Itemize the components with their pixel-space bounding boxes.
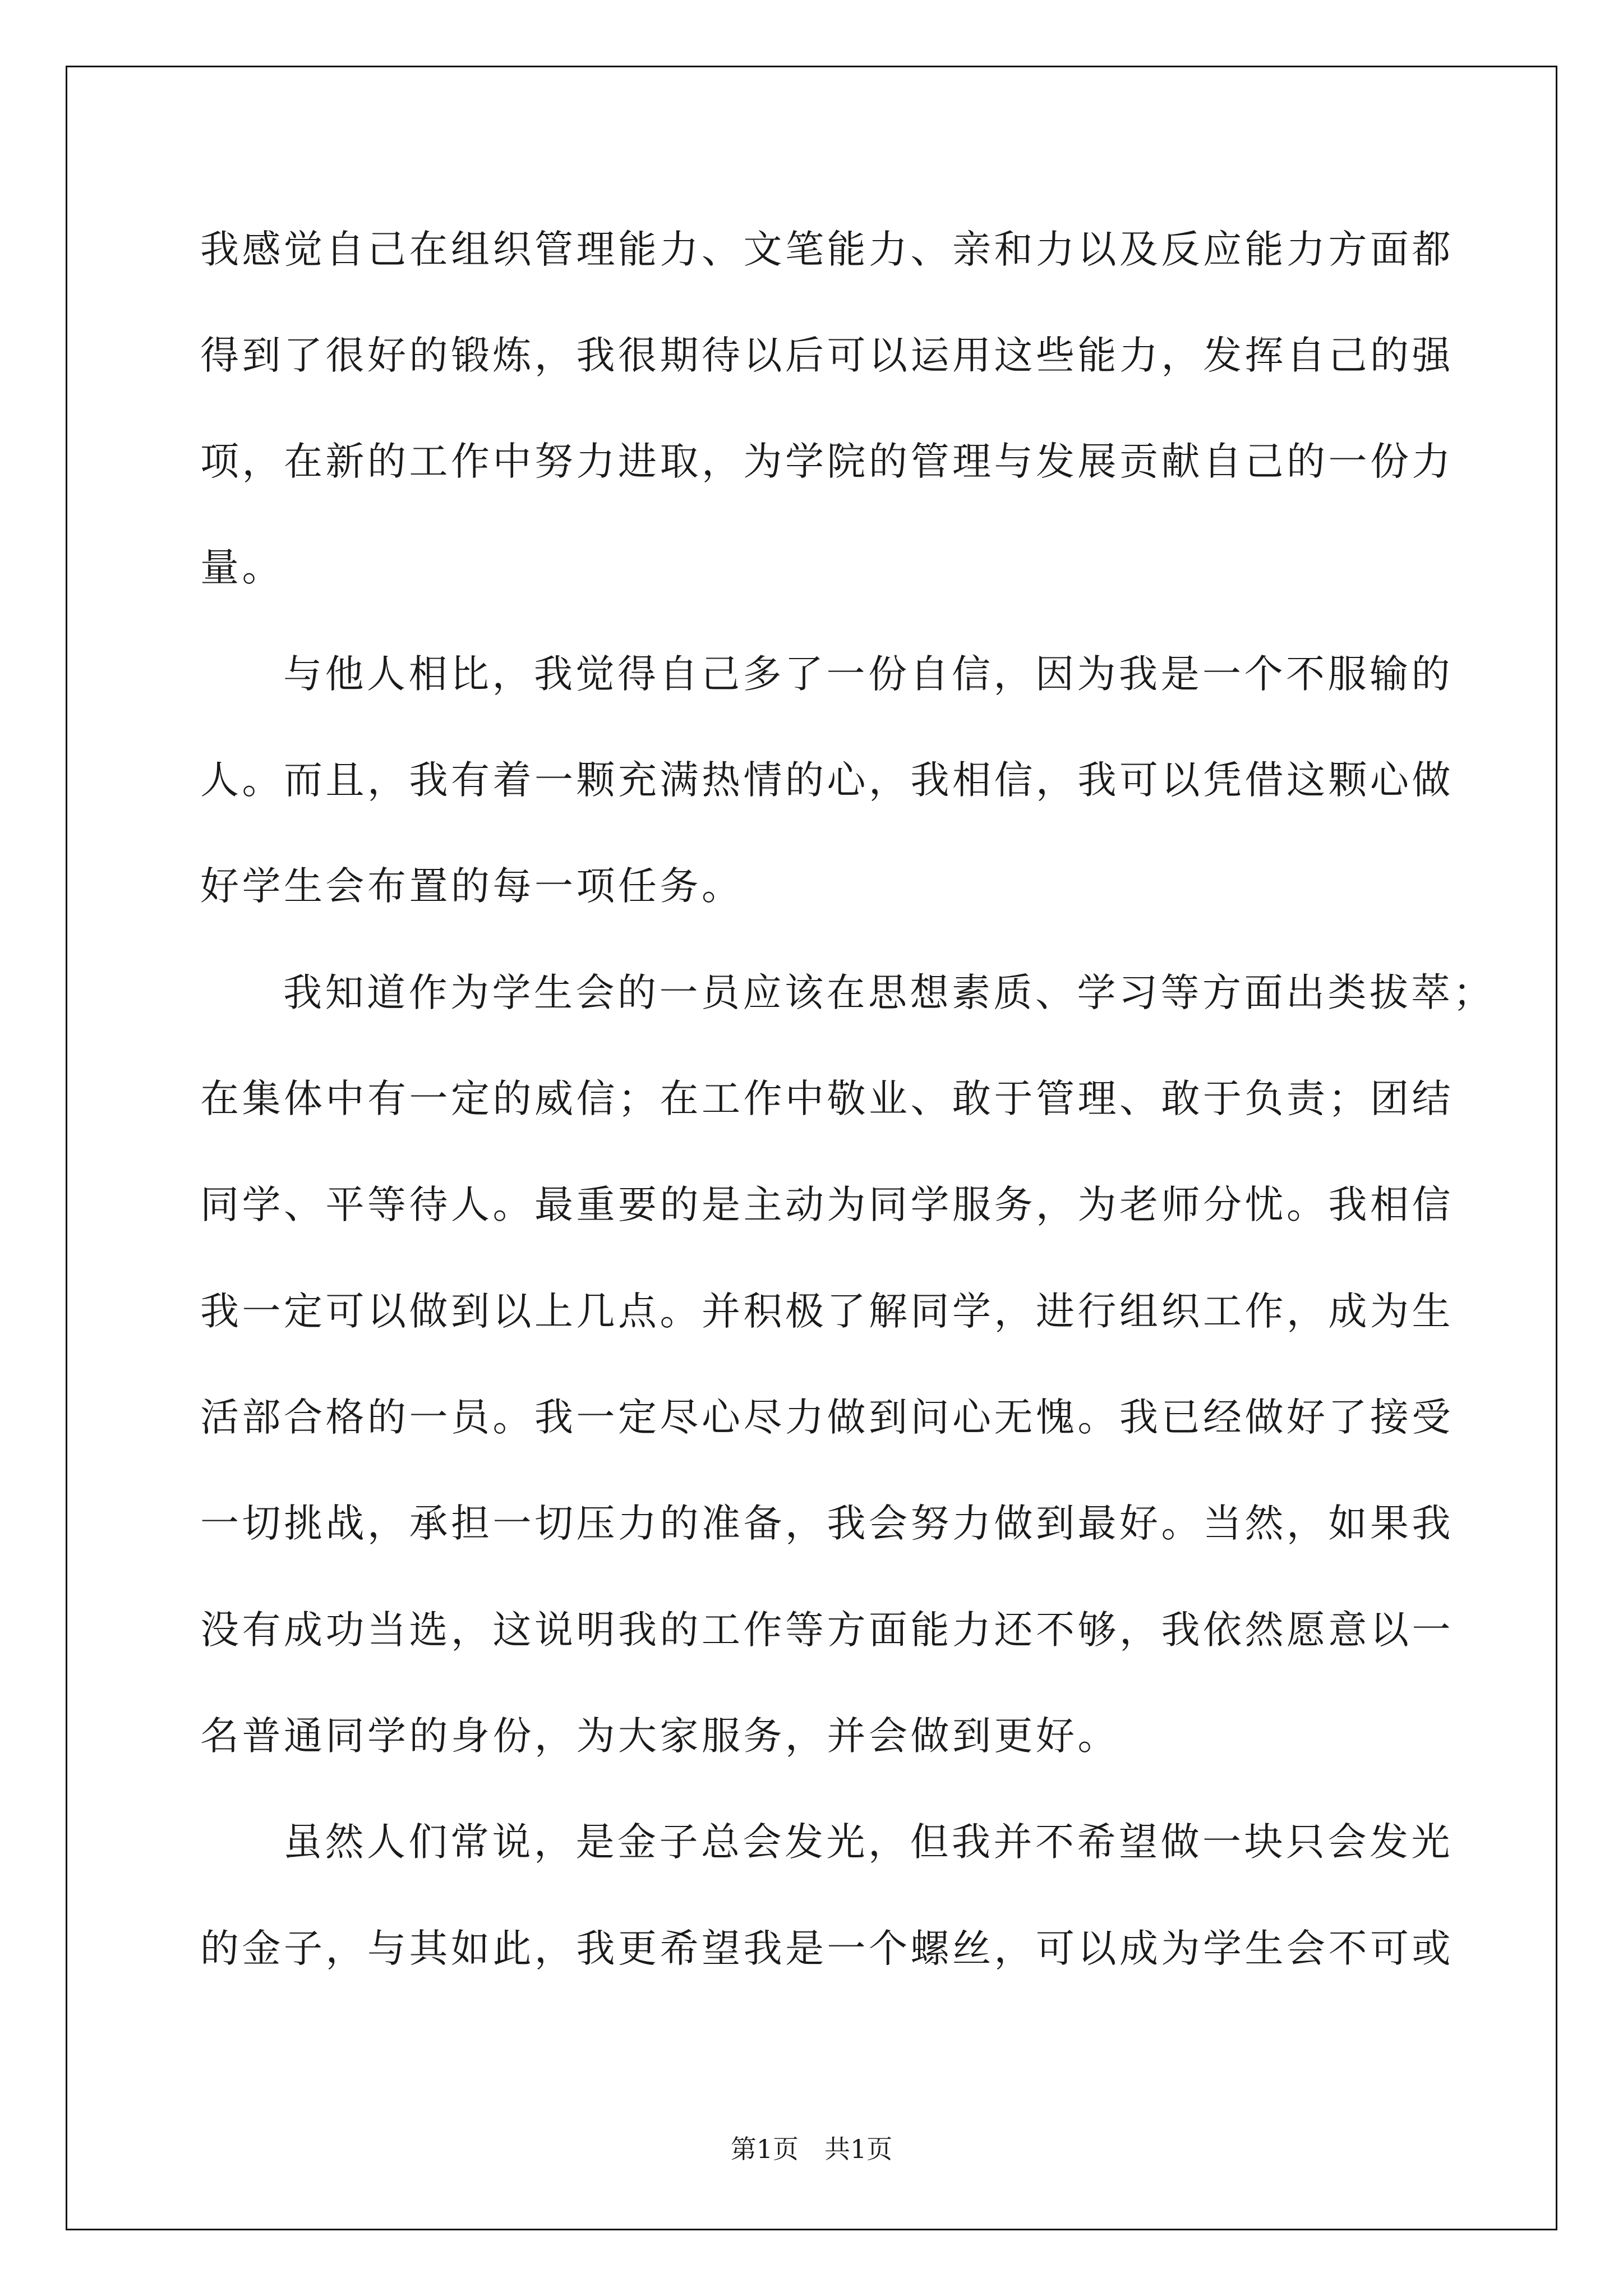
text-line: 活部合格的一员。我一定尽心尽力做到问心无愧。我已经做好了接受 bbox=[200, 1395, 1454, 1440]
text-line: 量。 bbox=[200, 545, 284, 590]
text-line: 在集体中有一定的威信；在工作中敬业、敢于管理、敢于负责；团结 bbox=[200, 1076, 1454, 1121]
paragraph-first-line: 我知道作为学生会的一员应该在思想素质、学习等方面出类拔萃； bbox=[283, 970, 1495, 1015]
text-line: 同学、平等待人。最重要的是主动为同学服务，为老师分忧。我相信 bbox=[200, 1182, 1454, 1227]
text-line: 我一定可以做到以上几点。并积极了解同学，进行组织工作，成为生 bbox=[200, 1289, 1454, 1334]
text-line: 得到了很好的锻炼，我很期待以后可以运用这些能力，发挥自己的强 bbox=[200, 333, 1454, 378]
paragraph-first-line: 虽然人们常说，是金子总会发光，但我并不希望做一块只会发光 bbox=[283, 1820, 1453, 1865]
text-line: 我感觉自己在组织管理能力、文笔能力、亲和力以及反应能力方面都 bbox=[200, 227, 1454, 272]
paragraph-first-line: 与他人相比，我觉得自己多了一份自信，因为我是一个不服输的 bbox=[283, 652, 1453, 697]
text-line: 项，在新的工作中努力进取，为学院的管理与发展贡献自己的一份力 bbox=[200, 439, 1454, 484]
text-line: 名普通同学的身份，为大家服务，并会做到更好。 bbox=[200, 1714, 1119, 1759]
text-line: 没有成功当选，这说明我的工作等方面能力还不够，我依然愿意以一 bbox=[200, 1608, 1454, 1653]
text-line: 人。而且，我有着一颗充满热情的心，我相信，我可以凭借这颗心做 bbox=[200, 758, 1454, 803]
text-line: 的金子，与其如此，我更希望我是一个螺丝，可以成为学生会不可或 bbox=[200, 1926, 1454, 1971]
page-frame bbox=[66, 66, 1557, 2230]
text-line: 好学生会布置的每一项任务。 bbox=[200, 864, 744, 909]
page-number-footer: 第1页 共1页 bbox=[730, 2134, 893, 2164]
text-line: 一切挑战，承担一切压力的准备，我会努力做到最好。当然，如果我 bbox=[200, 1501, 1454, 1546]
